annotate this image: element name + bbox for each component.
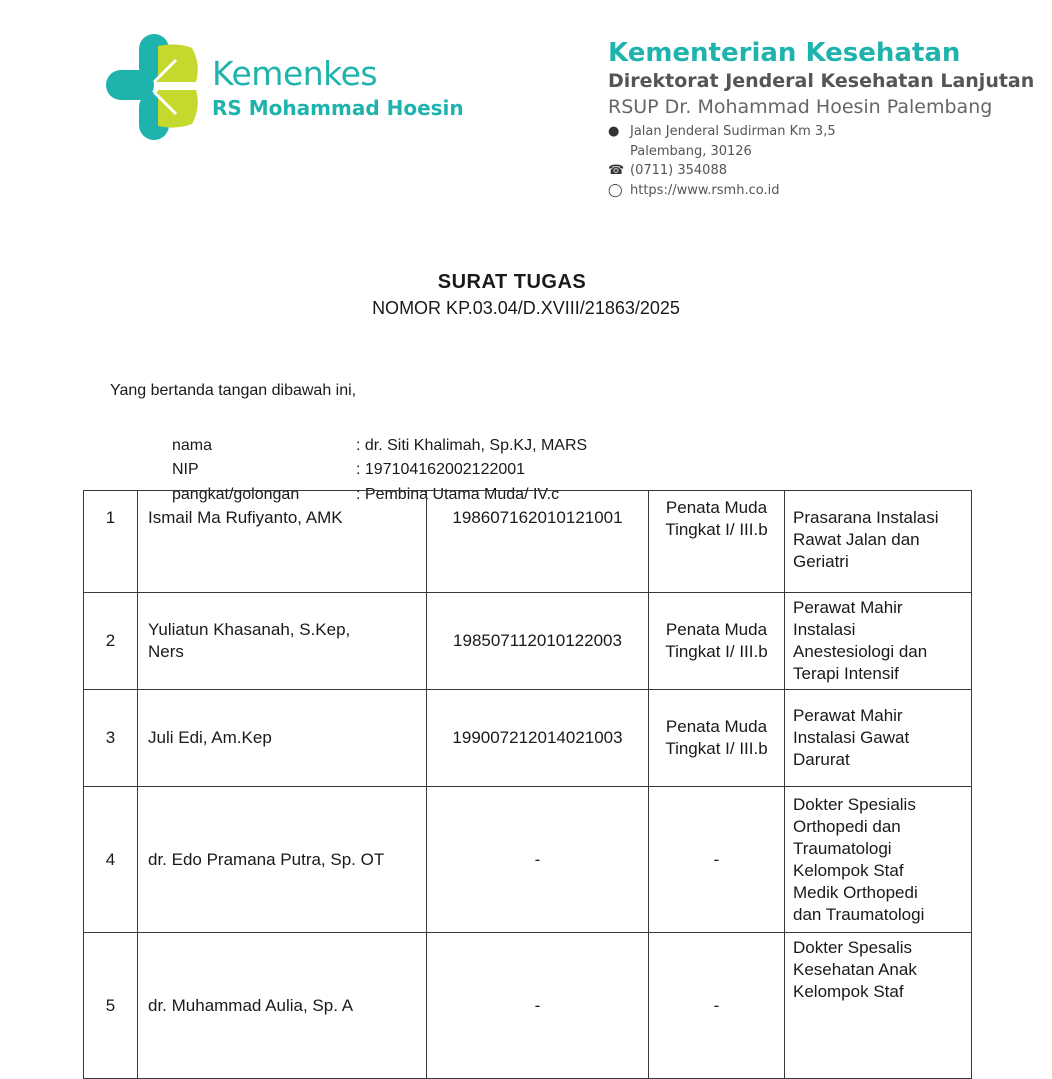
staff-name: Ismail Ma Rufiyanto, AMK (138, 491, 427, 593)
address-line-1: ● Jalan Jenderal Sudirman Km 3,5 (608, 124, 836, 139)
row-number: 3 (84, 690, 138, 787)
row-number: 1 (84, 491, 138, 593)
staff-rank: - (649, 933, 785, 1079)
directorate-name: Direktorat Jenderal Kesehatan Lanjutan (608, 70, 1035, 92)
staff-nip: 199007212014021003 (427, 690, 649, 787)
staff-name: Juli Edi, Am.Kep (138, 690, 427, 787)
signer-name-value: : dr. Siti Khalimah, Sp.KJ, MARS (356, 437, 588, 454)
staff-position: Perawat Mahir Instalasi Anestesiologi dan Terapi Intensif (785, 593, 972, 690)
staff-table (83, 490, 972, 1079)
staff-rank: - (649, 787, 785, 933)
address-line-2: Palembang, 30126 (630, 144, 752, 159)
globe-icon: ◯ (608, 183, 623, 198)
signer-name-label: nama (172, 437, 213, 454)
staff-rank: Penata Muda Tingkat I/ III.b (649, 593, 785, 690)
signer-rank-value: : Pembina Utama Muda/ IV.c (356, 486, 560, 503)
phone-icon: ☎ (608, 163, 625, 178)
table-row (84, 593, 972, 690)
document-number: NOMOR KP.03.04/D.XVIII/21863/2025 (372, 298, 680, 318)
table-row (84, 690, 972, 787)
ministry-name: Kementerian Kesehatan (608, 38, 961, 68)
phone-line: ☎ (0711) 354088 (608, 163, 727, 178)
table-row (84, 787, 972, 933)
row-number: 4 (84, 787, 138, 933)
staff-nip: 198607162010121001 (427, 491, 649, 593)
signer-nip-value: : 197104162002122001 (356, 461, 526, 478)
signer-rank-label: pangkat/golongan (172, 486, 300, 503)
staff-name: dr. Muhammad Aulia, Sp. A (138, 933, 427, 1079)
hospital-name: RSUP Dr. Mohammad Hoesin Palembang (608, 96, 993, 118)
staff-position: Dokter Spesialis Orthopedi dan Traumatologi Kelompok Staf Medik Orthopedi dan Traumatologi (785, 787, 972, 933)
table-row (84, 933, 972, 1079)
brand-name: Kemenkes (212, 54, 378, 93)
staff-rank: Penata Muda Tingkat I/ III.b (649, 491, 785, 593)
staff-rank: Penata Muda Tingkat I/ III.b (649, 690, 785, 787)
staff-nip: 198507112010122003 (427, 593, 649, 690)
row-number: 5 (84, 933, 138, 1079)
staff-name: Yuliatun Khasanah, S.Kep, Ners (138, 593, 427, 690)
staff-position: Perawat Mahir Instalasi Gawat Darurat (785, 690, 972, 787)
staff-name: dr. Edo Pramana Putra, Sp. OT (138, 787, 427, 933)
staff-nip: - (427, 933, 649, 1079)
signer-nip-label: NIP (172, 461, 199, 478)
staff-position: Prasarana Instalasi Rawat Jalan dan Geriatri (785, 491, 972, 593)
website-line: ◯ https://www.rsmh.co.id (608, 183, 780, 198)
staff-nip: - (427, 787, 649, 933)
staff-position: Dokter Spesalis Kesehatan Anak Kelompok Staf (785, 933, 972, 1079)
row-number: 2 (84, 593, 138, 690)
intro-text: Yang bertanda tangan dibawah ini, (110, 382, 357, 399)
location-pin-icon: ● (608, 124, 620, 139)
document-title: SURAT TUGAS (437, 271, 587, 293)
table-row (84, 491, 972, 593)
brand-hospital-name: RS Mohammad Hoesin (212, 96, 464, 120)
